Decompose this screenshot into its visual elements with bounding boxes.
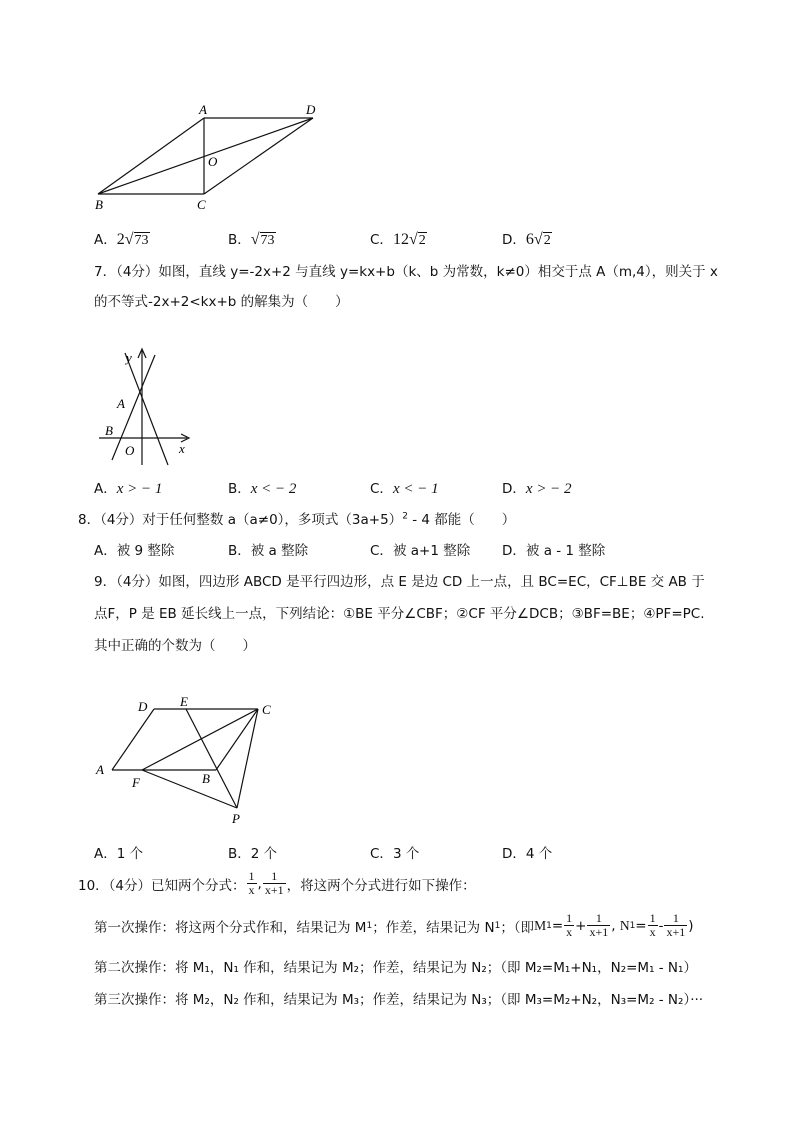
q10-stem: 10．（4分）已知两个分式： $\frac{1}{x}$ , $\frac{1}{x+1}$ ，将这两个分式进行如下操作： [78, 869, 476, 897]
label-B: B [105, 423, 113, 438]
figure-q9-parallelogram [92, 693, 292, 828]
q10-op2: 第二次操作：将 M₁，N₁ 作和，结果记为 M₂；作差，结果记为 N₂；（即 M₂=M₁+N₁，N₂=M₁ - N₁） [94, 960, 697, 976]
q9-stem-line3: 其中正确的个数为（ ） [94, 638, 256, 654]
label-P: P [232, 811, 240, 826]
q6-option-b[interactable]: B．√73 [228, 231, 275, 248]
q9-option-b[interactable]: B．2 个 [228, 846, 278, 862]
q7-option-c[interactable]: C．x < − 1 [370, 481, 439, 497]
label-F: F [132, 775, 140, 790]
label-A: A [199, 102, 207, 117]
q7-stem-line2: 的不等式-2x+2<kx+b 的解集为（ ） [94, 294, 349, 310]
fraction-1-over-x: $\frac{1}{x}$ [248, 869, 255, 897]
q8-stem: 8．（4分）对于任何整数 a（a≠0），多项式$(3a+5)^2 - 4$ 都能（ ） [78, 511, 516, 528]
label-C: C [262, 702, 271, 717]
label-A: A [117, 396, 125, 411]
label-A: A [96, 762, 104, 777]
q10-op1: 第一次操作：将这两个分式作和，结果记为 M 1 ；作差，结果记为 N 1 ；（即 M 1 = $\frac{1}{x}$ + $\frac{1}{x+1}$ , N 1 = $\frac{1}{x}$ - $\frac{1}{x+1}$ ) [94, 911, 694, 939]
q9-option-c[interactable]: C．3 个 [370, 846, 420, 862]
label-D: D [138, 699, 148, 714]
label-B: B [95, 197, 103, 212]
q6-option-d[interactable]: D．6√2 [502, 231, 551, 248]
label-O: O [125, 443, 135, 458]
q6-option-c[interactable]: C．12√2 [370, 231, 426, 248]
label-B: B [202, 771, 210, 786]
label-y: y [126, 350, 132, 365]
q9-option-d[interactable]: D．4 个 [502, 846, 553, 862]
figure-q7-graph [95, 345, 205, 470]
q8-option-b[interactable]: B．被 a 整除 [228, 543, 309, 559]
label-E: E [180, 694, 188, 709]
q7-option-a[interactable]: A．x > − 1 [94, 481, 163, 497]
label-D: D [306, 102, 316, 117]
q7-option-d[interactable]: D．x > − 2 [502, 481, 572, 497]
label-O: O [208, 154, 218, 169]
q8-option-c[interactable]: C．被 a+1 整除 [370, 543, 471, 559]
q10-op3: 第三次操作：将 M₂，N₂ 作和，结果记为 M₃；作差，结果记为 N₃；（即 M₃=M₂+N₂，N₃=M₂ - N₂）··· [94, 992, 704, 1008]
fraction-1-over-x-plus-1: $\frac{1}{x+1}$ [264, 869, 284, 897]
q8-option-a[interactable]: A．被 9 整除 [94, 543, 175, 559]
figure-q6-parallelogram [88, 98, 328, 213]
q6-option-a[interactable]: A．2√73 [94, 231, 149, 248]
label-C: C [197, 197, 206, 212]
q8-option-d[interactable]: D．被 a - 1 整除 [502, 543, 606, 559]
q9-stem-line1: 9．（4分）如图，四边形 ABCD 是平行四边形，点 E 是边 CD 上一点，且 BC=EC，CF⊥BE 交 AB 于 [94, 574, 705, 590]
q9-stem-line2: 点F，P 是 EB 延长线上一点，下列结论：①BE 平分∠CBF；②CF 平分∠DCB；③BF=BE；④PF=PC. [94, 606, 705, 622]
q7-stem-line1: 7．（4分）如图，直线 y=-2x+2 与直线 y=kx+b（k、b 为常数，k≠0）相交于点 A（m,4），则关于 x [94, 264, 718, 280]
label-x: x [179, 441, 185, 456]
q9-option-a[interactable]: A．1 个 [94, 846, 144, 862]
q7-option-b[interactable]: B．x < − 2 [228, 481, 297, 497]
